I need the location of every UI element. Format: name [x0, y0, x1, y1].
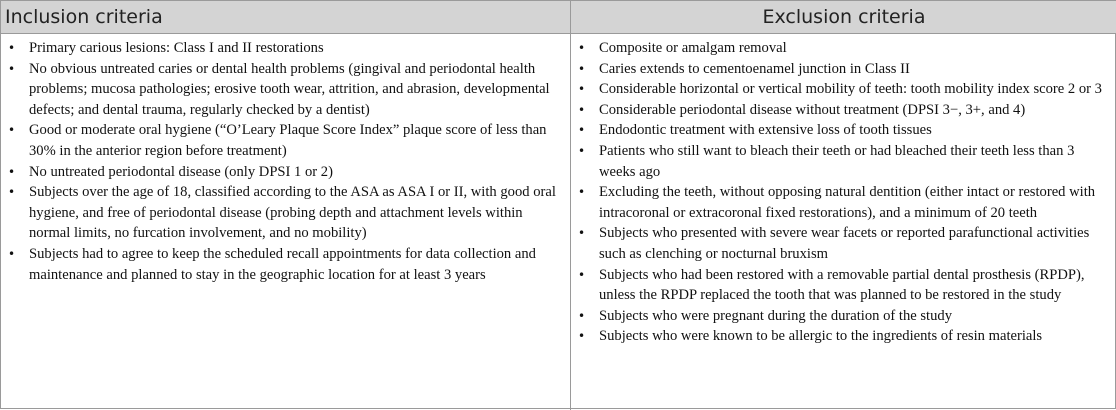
- exclusion-item: • Subjects who presented with severe wear facets or reported parafunctional activities such as clenching or nocturnal bruxism: [571, 223, 1107, 264]
- exclusion-item: • Endodontic treatment with extensive loss of tooth tissues: [571, 120, 1107, 141]
- exclusion-item: • Subjects who were known to be allergic to the ingredients of resin materials: [571, 326, 1107, 347]
- exclusion-item: • Considerable horizontal or vertical mobility of teeth: tooth mobility index score 2 or 3: [571, 79, 1107, 100]
- exclusion-item: • Patients who still want to bleach their teeth or had bleached their teeth less than 3 weeks ago: [571, 141, 1107, 182]
- inclusion-item: • Primary carious lesions: Class I and II restorations: [1, 38, 564, 59]
- exclusion-item: • Subjects who had been restored with a removable partial dental prosthesis (RPDP), unless the RPDP replaced the tooth that was planned to be restored in the study: [571, 265, 1107, 306]
- exclusion-item: • Caries extends to cementoenamel junction in Class II: [571, 59, 1107, 80]
- inclusion-item: • Subjects over the age of 18, classified according to the ASA as ASA I or II, with good oral hygiene, and free of periodontal disease (probing depth and attachment levels within normal limits, no furcation involvement, and no mobility): [1, 182, 564, 244]
- exclusion-item: • Considerable periodontal disease without treatment (DPSI 3−, 3+, and 4): [571, 100, 1107, 121]
- exclusion-list: [571, 38, 1107, 347]
- exclusion-header: Exclusion criteria: [571, 1, 1116, 34]
- exclusion-item: • Excluding the teeth, without opposing natural dentition (either intact or restored with intracoronal or extracoronal fixed restorations), and a minimum of 20 teeth: [571, 182, 1107, 223]
- inclusion-header: Inclusion criteria: [1, 1, 571, 34]
- inclusion-list: [1, 38, 564, 285]
- inclusion-item: • No untreated periodontal disease (only DPSI 1 or 2): [1, 162, 564, 183]
- inclusion-item: • Good or moderate oral hygiene (“O’Leary Plaque Score Index” plaque score of less than 30% in the anterior region before treatment): [1, 120, 564, 161]
- exclusion-item: • Composite or amalgam removal: [571, 38, 1107, 59]
- inclusion-item: • Subjects had to agree to keep the scheduled recall appointments for data collection and maintenance and planned to stay in the geographic location for at least 3 years: [1, 244, 564, 285]
- inclusion-item: • No obvious untreated caries or dental health problems (gingival and periodontal health problems; mucosa pathologies; erosive tooth wear, attrition, and abrasion, developmental defects; and dental trauma, regularly checked by a dentist): [1, 59, 564, 121]
- exclusion-item: • Subjects who were pregnant during the duration of the study: [571, 306, 1107, 327]
- exclusion-cell: [571, 34, 1116, 410]
- inclusion-cell: [1, 34, 571, 410]
